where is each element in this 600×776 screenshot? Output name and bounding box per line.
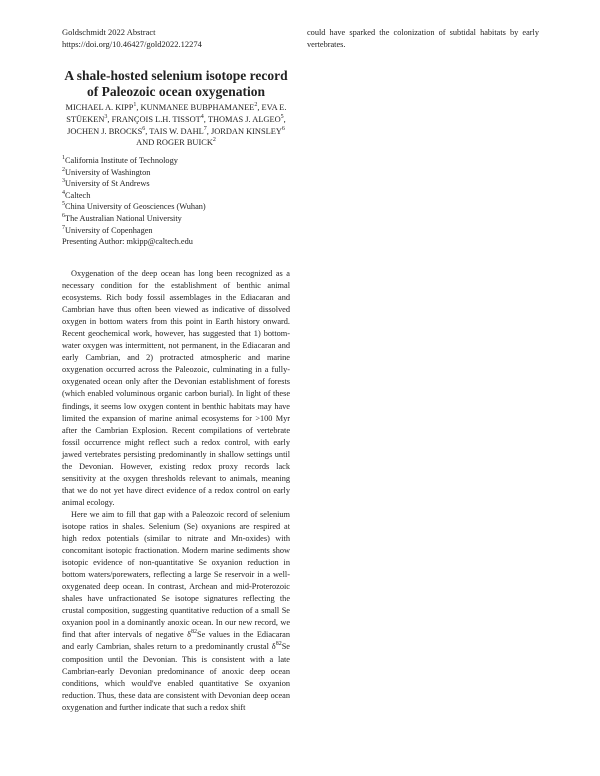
author-separator: ,: [136, 103, 141, 112]
affiliation-marker: 2: [62, 166, 65, 173]
author-name: THOMAS J. ALGEO: [207, 114, 281, 124]
affiliation-text: California Institute of Technology: [65, 156, 178, 165]
author-name: EVA E. STÜEKEN: [66, 103, 287, 124]
author-name: JOCHEN J. BROCKS: [67, 126, 143, 136]
affiliation-marker: 7: [62, 224, 65, 231]
author-affiliation-marker: 7: [203, 125, 207, 132]
affiliation-item: [62, 225, 290, 237]
author-separator: ,: [257, 103, 262, 112]
abstract-body-right: [307, 27, 539, 50]
affiliation-item: [62, 201, 290, 213]
author-name: ROGER BUICK: [156, 138, 213, 148]
conference-label: Goldschmidt 2022 Abstract: [62, 27, 156, 37]
abstract-body-left: [62, 268, 290, 714]
affiliation-item: [62, 178, 290, 190]
affiliation-item: [62, 190, 290, 202]
author-name: MICHAEL A. KIPP: [65, 103, 134, 112]
affiliation-item: [62, 167, 290, 179]
author-affiliation-marker: 5: [280, 114, 284, 120]
author-affiliation-marker: 4: [200, 114, 204, 120]
affiliation-text: China University of Geosciences (Wuhan): [65, 202, 206, 212]
author-affiliation-marker: 2: [212, 137, 216, 144]
affiliation-marker: 1: [62, 155, 65, 162]
author-affiliation-marker: 6: [142, 125, 146, 132]
author-affiliation-marker: 2: [254, 102, 258, 109]
affiliation-text: The Australian National University: [65, 213, 182, 223]
paragraph-2: Here we aim to fill that gap with a Paleozoic record of selenium isotope ratios in shales. Selenium (Se) oxyanions are respired at high redox potentials (similar to nitrate and Mn-oxides) with concomitant isotopic fractionation. Modern marine sediments show isotopic evidence of non-quantitative Se oxyanion reduction in bottom waters/porewaters, reflecting a large Se reservoir in a well-oxygenated deep ocean. In contrast, Archean and mid-Proterozoic shales have unfractionated Se isotope signatures reflecting the crustal composition, suggesting quantitative reduction of a small Se oxyanion pool in a dominantly anoxic ocean. In our new record, we find that after intervals of negative $\delta^{82}Se$ values in the Ediacaran and early Cambrian, shales return to a predominantly crustal $\delta^{82}Se$ composition until the Devonian. This is consistent with a late Cambrian-early Devonian predominance of anoxic deep ocean conditions, which would've enabled quantitative Se oxyanion reduction. Thus, these data are consistent with Devonian deep ocean oxygenation and further indicate that such a redox shift: [62, 509, 290, 712]
affiliation-item: [62, 155, 290, 167]
author-separator: ,: [203, 114, 208, 124]
author-separator: ,: [283, 114, 286, 124]
affiliation-text: University of Copenhagen: [65, 225, 153, 235]
paper-title: A shale-hosted selenium isotope record of Paleozoic ocean oxygenation: [64, 68, 288, 99]
author-affiliation-marker: 3: [104, 114, 108, 120]
author-affiliation-marker: 6: [281, 125, 285, 132]
paragraph-2-continued: could have sparked the colonization of subtidal habitats by early vertebrates.: [307, 28, 539, 49]
affiliation-marker: 3: [62, 178, 65, 185]
affiliation-list: [62, 155, 290, 248]
author-list: [62, 102, 290, 149]
author-name: JORDAN KINSLEY: [210, 126, 282, 136]
author-separator: AND: [136, 138, 157, 148]
doi-link[interactable]: https://doi.org/10.46427/gold2022.12274: [62, 38, 202, 49]
affiliation-marker: 5: [62, 201, 65, 208]
abstract-header: [62, 27, 202, 50]
presenting-author: Presenting Author: mkipp@caltech.edu: [62, 237, 193, 247]
author-name: KUNMANEE BUBPHAMANEE: [140, 103, 255, 112]
affiliation-item: [62, 213, 290, 225]
affiliation-text: University of Washington: [65, 167, 151, 177]
author-separator: ,: [107, 114, 112, 124]
affiliation-marker: 6: [62, 213, 65, 220]
author-separator: ,: [145, 126, 150, 136]
affiliation-marker: 4: [62, 190, 65, 197]
paragraph-1: Oxygenation of the deep ocean has long been recognized as a necessary condition for the establishment of benthic animal ecosystems. Rich body fossil assemblages in the Ediacaran and Cambrian have thus often been viewed as indicative of dissolved oxygen in bottom waters from this point in Earth history onward. Recent geochemical work, however, has suggested that 1) bottom-water oxygen was intermittent, not permanent, in the Ediacaran and early Cambrian, and 2) protracted atmospheric and marine oxygenation occurred across the Paleozoic, culminating in a fully-oxygenated ocean only after the Devonian establishment of forests (which enabled voluminous organic carbon burial). In light of these findings, it seems low oxygen content in benthic habitats may have limited the expansion of marine animal ecosystems for >100 Myr after the Cambrian Explosion. Recent compilations of vertebrate fossil occurrence might reflect such a redox control, with early jawed vertebrates persisting predominantly in shallow settings until the Devonian. However, existing redox proxy records lack sensitivity at the oxygen thresholds relevant to animals, meaning that we do not yet have direct evidence of a redox control on early animal ecology.: [62, 269, 290, 507]
author-name: FRANÇOIS L.H. TISSOT: [111, 114, 201, 124]
author-affiliation-marker: 1: [133, 102, 137, 109]
author-name: TAIS W. DAHL: [149, 126, 204, 136]
affiliation-text: University of St Andrews: [65, 179, 150, 189]
author-separator: ,: [206, 126, 211, 136]
affiliation-text: Caltech: [65, 190, 91, 200]
